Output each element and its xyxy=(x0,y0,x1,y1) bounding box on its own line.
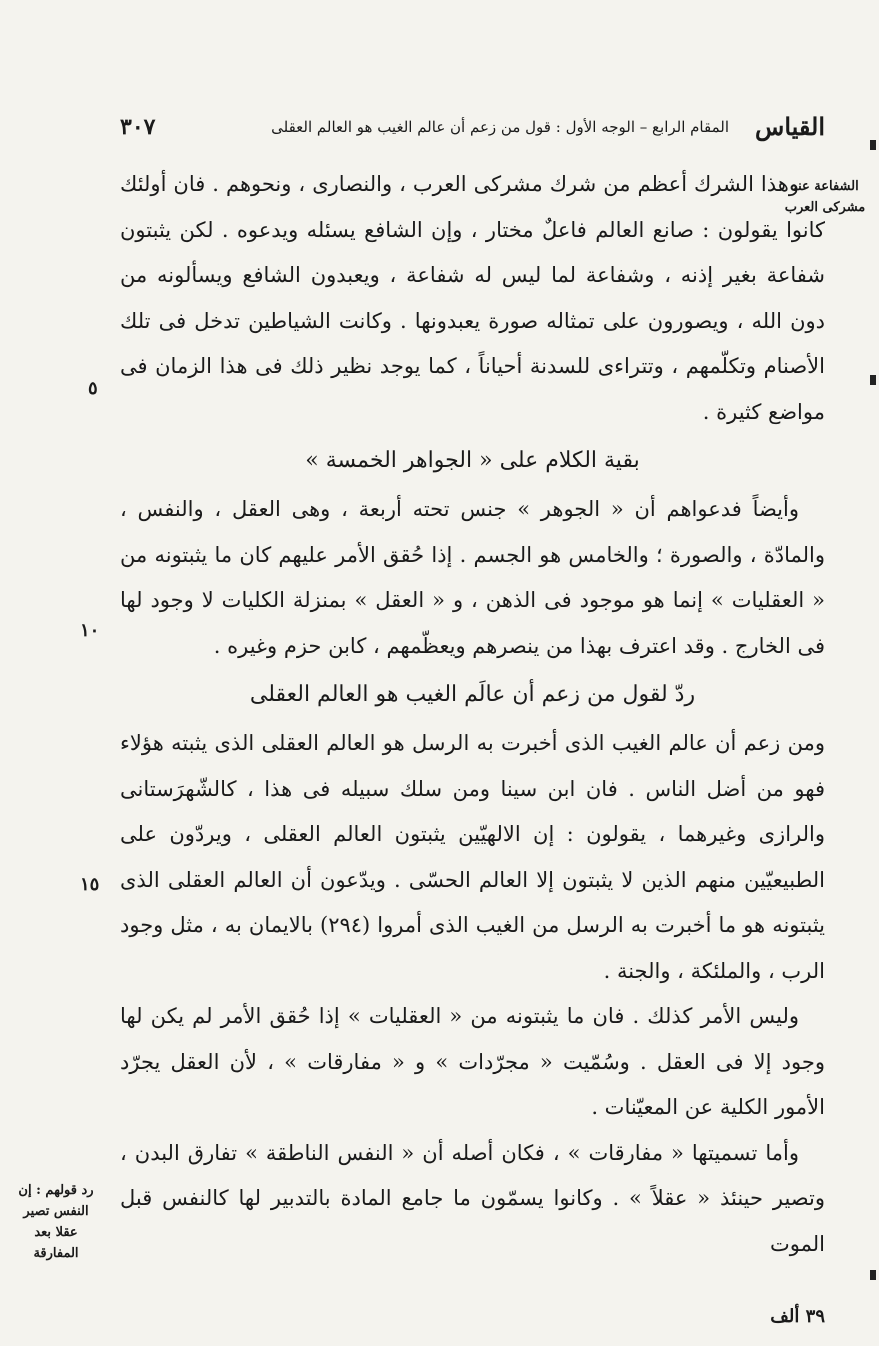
line-number-5: ٥ xyxy=(88,378,98,399)
footer-signature: ٣٩ ألف xyxy=(770,1306,825,1327)
paragraph-3: ومن زعم أن عالم الغيب الذى أخبرت به الرسل هو العالم العقلى الذى يثبته هؤلاء فهو من أضل الناس . فان ابن سينا ومن سلك سبيله فى هذا ، كالشّهرَستانى والرازى وغيرهما ، يقولون : إن الالهيّين يثبتون العالم العقلى ، ويردّون على الطبيعيّين منهم الذين لا يثبتون إلا العالم الحسّى . ويدّعون أن العالم العقلى الذى يثبتونه هو ما أخبرت به الرسل من الغيب الذى أمروا (٢٩٤) بالايمان به ، مثل وجود الرب ، والملئكة ، والجنة . xyxy=(120,731,825,983)
paragraph-1: وهذا الشرك أعظم من شرك مشركى العرب ، والنصارى ، ونحوهم . فان أولئك كانوا يقولون : صانع العالم فاعلٌ مختار ، وإن الشافع يسئله ويدعوه . لكن يثبتون شفاعة بغير إذنه ، وشفاعة لما ليس له شفاعة ، ويعبدون الشافع ويسألونه من دون الله ، ويصورون على تمثاله صورة يعبدونها . وكانت الشياطين تدخل فى تلك الأصنام وتكلّمهم ، وتتراءى للسدنة أحياناً ، كما يوجد نظير ذلك فى هذا الزمان فى مواضع كثيرة . xyxy=(120,172,825,424)
paragraph-4: وليس الأمر كذلك . فان ما يثبتونه من « العقليات » إذا حُقق الأمر لم يكن لها وجود إلا فى العقل . وسُمّيت « مجرّدات » و « مفارقات » ، لأن العقل يجرّد الأمور الكلية عن المعيّنات . xyxy=(120,1004,825,1119)
paragraph-5: وأما تسميتها « مفارقات » ، فكان أصله أن « النفس الناطقة » تفارق البدن ، وتصير حينئذ « عقلاً » . وكانوا يسمّون ما جامع المادة بالتدبير لها كالنفس قبل الموت xyxy=(120,1140,825,1256)
section-heading-jawahir: بقية الكلام على « الجواهر الخمسة » xyxy=(305,448,640,473)
margin-note-shafaa: الشفاعة عند مشركى العرب xyxy=(784,179,866,215)
edge-mark xyxy=(870,140,876,150)
line-number-15: ١٥ xyxy=(80,874,100,895)
page-number: ٣٠٧ xyxy=(120,114,156,140)
book-title: القياس xyxy=(755,112,825,141)
edge-mark xyxy=(870,1270,876,1280)
body-text xyxy=(120,162,825,1267)
chapter-line: المقام الرابع – الوجه الأول : قول من زعم أن عالم الغيب هو العالم العقلى xyxy=(271,118,729,136)
margin-note-nafs: رد قولهم : إن النفس تصير عقلا بعد المفارقة xyxy=(18,1183,94,1261)
line-number-10: ١٠ xyxy=(80,620,100,641)
paragraph-2: وأيضاً فدعواهم أن « الجوهر » جنس تحته أربعة ، وهى العقل ، والنفس ، والمادّة ، والصورة ؛ والخامس هو الجسم . إذا حُقق الأمر عليهم كان ما يثبتونه من « العقليات » إنما هو موجود فى الذهن ، و « العقل » بمنزلة الكليات لا وجود لها فى الخارج . وقد اعترف بهذا من ينصرهم ويعظّمهم ، كابن حزم وغيره . xyxy=(120,497,825,658)
running-header xyxy=(120,108,825,148)
edge-mark xyxy=(870,375,876,385)
section-heading-radd: ردّ لقول من زعم أن عالَم الغيب هو العالم العقلى xyxy=(249,682,696,707)
